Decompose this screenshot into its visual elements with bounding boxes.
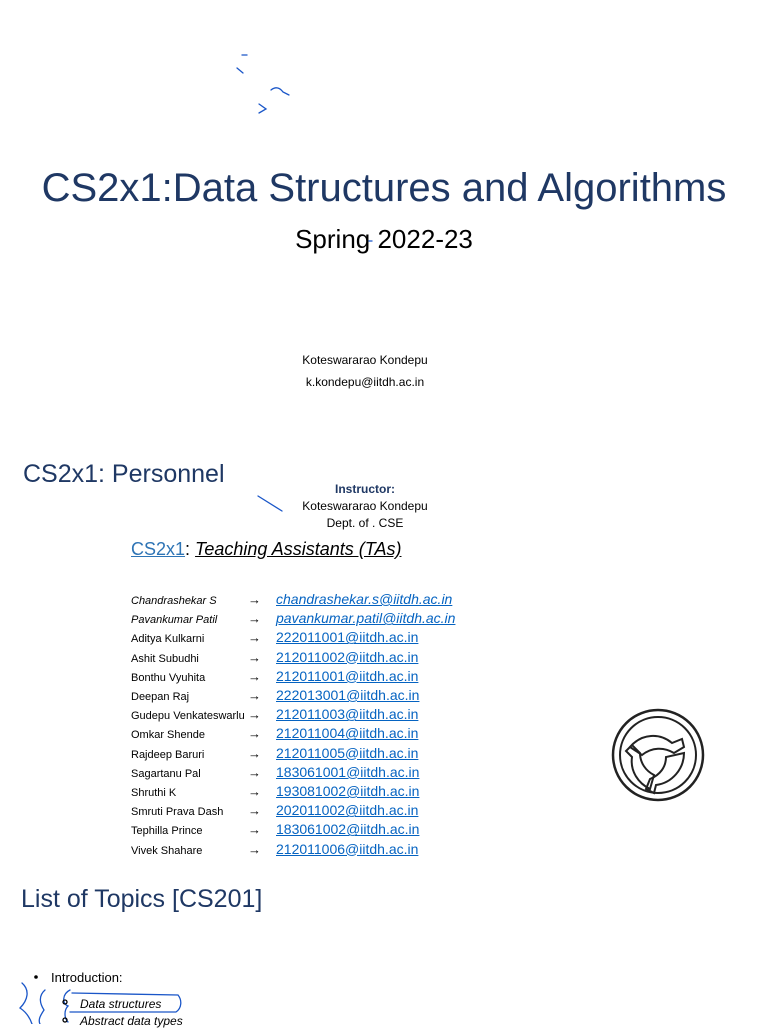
- ta-email-link[interactable]: 212011002@iitdh.ac.in: [276, 648, 419, 665]
- arrow-icon: →: [248, 649, 261, 665]
- ta-email-link[interactable]: chandrashekar.s@iitdh.ac.in: [276, 591, 453, 607]
- ta-name: Ashit Subudhi: [131, 652, 199, 665]
- ta-row: [131, 841, 491, 860]
- arrow-icon: →: [248, 611, 261, 627]
- ta-name: Bonthu Vyuhita: [131, 671, 206, 684]
- ta-name: Shruthi K: [131, 787, 177, 799]
- ta-row: [131, 745, 491, 764]
- slide-title: CS2x1:Data Structures and Algorithms: [41, 166, 727, 210]
- topic-abstract-data-types: Abstract data types: [80, 1014, 183, 1028]
- arrow-icon: →: [248, 592, 261, 607]
- ta-row: [131, 821, 491, 840]
- ta-email-link[interactable]: 222013001@iitdh.ac.in: [276, 687, 420, 703]
- ta-row: [131, 725, 491, 744]
- arrow-icon: →: [248, 822, 261, 838]
- ta-email-link[interactable]: 212011005@iitdh.ac.in: [276, 744, 419, 761]
- ta-email-link[interactable]: pavankumar.patil@iitdh.ac.in: [276, 610, 456, 627]
- ta-name: Vivek Shahare: [131, 844, 203, 857]
- ta-email-link[interactable]: 212011006@iitdh.ac.in: [276, 840, 419, 857]
- slide-subtitle: Spring 2022-23: [295, 224, 473, 254]
- ta-email-link[interactable]: 183061002@iitdh.ac.in: [276, 821, 420, 838]
- instructor-block: [230, 481, 500, 532]
- instructor-label: Instructor:: [335, 482, 395, 496]
- ta-row: [131, 783, 491, 802]
- ta-row: [131, 591, 491, 610]
- instructor-dept: Dept. of . CSE: [326, 516, 404, 530]
- ta-row: [131, 706, 491, 725]
- instructor-name: Koteswararao Kondepu: [302, 499, 428, 513]
- author-block: [0, 349, 730, 393]
- ta-separator: :: [185, 539, 196, 559]
- ta-name: Deepan Raj: [131, 691, 190, 703]
- ta-email-link[interactable]: 202011002@iitdh.ac.in: [276, 802, 419, 819]
- ta-email-link[interactable]: 212011001@iitdh.ac.in: [276, 667, 419, 684]
- ta-course-code: CS2x1: [131, 539, 186, 559]
- topics-heading: List of Topics [CS201]: [21, 885, 263, 913]
- author-name: Koteswararao Kondepu: [302, 353, 428, 367]
- ta-name: Rajdeep Baruri: [131, 748, 205, 761]
- ta-row: [131, 802, 491, 821]
- ta-name: Aditya Kulkarni: [131, 633, 205, 646]
- ta-email-link[interactable]: 212011004@iitdh.ac.in: [276, 725, 419, 742]
- arrow-icon: →: [248, 745, 261, 761]
- arrow-icon: →: [248, 764, 261, 780]
- ta-name: Omkar Shende: [131, 729, 205, 742]
- ta-row: [131, 687, 491, 706]
- ta-name: Pavankumar Patil: [131, 614, 218, 627]
- arrow-icon: →: [248, 630, 261, 646]
- ta-email-link[interactable]: 222011001@iitdh.ac.in: [276, 629, 419, 646]
- ta-heading: [131, 539, 401, 560]
- topic-data-structures: Data structures: [80, 997, 162, 1011]
- ta-row: [131, 629, 491, 648]
- ta-name: Gudepu Venkateswarlu: [131, 710, 245, 723]
- ta-row: [131, 764, 491, 783]
- ta-email-link[interactable]: 193081002@iitdh.ac.in: [276, 783, 420, 799]
- personnel-heading: CS2x1: Personnel: [23, 460, 225, 488]
- arrow-icon: →: [248, 841, 261, 857]
- ta-row: [131, 668, 491, 687]
- author-email: k.kondepu@iitdh.ac.in: [305, 375, 425, 389]
- arrow-icon: →: [248, 707, 261, 723]
- ta-email-link[interactable]: 183061001@iitdh.ac.in: [276, 763, 420, 780]
- arrow-icon: →: [248, 668, 261, 684]
- ta-heading-text: Teaching Assistants (TAs): [195, 539, 402, 559]
- ta-name: Tephilla Prince: [131, 825, 203, 838]
- arrow-icon: →: [248, 726, 261, 742]
- ta-row: [131, 649, 491, 668]
- arrow-icon: →: [248, 784, 261, 799]
- ta-name: Sagartanu Pal: [131, 767, 201, 780]
- ta-email-link[interactable]: 212011003@iitdh.ac.in: [276, 706, 419, 723]
- topic-intro: Introduction:: [51, 970, 123, 985]
- ta-name: Smruti Prava Dash: [131, 806, 224, 819]
- teamwork-hands-icon: [604, 703, 712, 811]
- arrow-icon: →: [248, 688, 261, 703]
- ta-name: Chandrashekar S: [131, 595, 217, 607]
- arrow-icon: →: [248, 803, 261, 819]
- ta-row: [131, 610, 491, 629]
